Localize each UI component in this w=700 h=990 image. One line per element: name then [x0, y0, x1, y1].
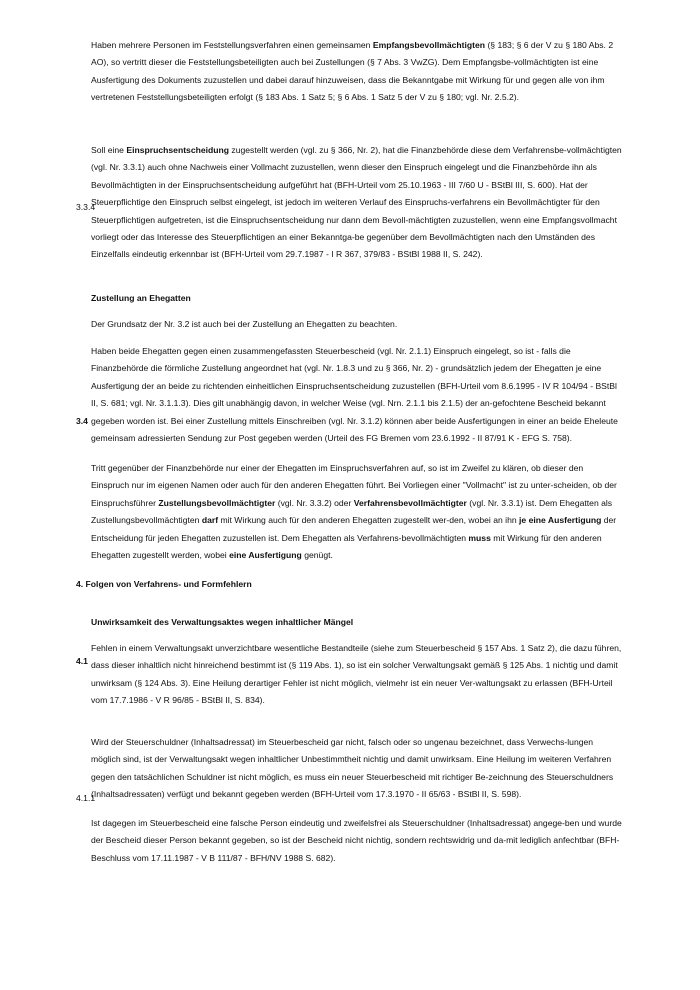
paragraph-einer-der-ehegatten: Tritt gegenüber der Finanzbehörde nur einer der Ehegatten im Einspruchsverfahren auf, so ist im Zweifel zu klären, ob dieser den Einspruch nur im eigenen Namen oder auch für den anderen Ehegatten führt. Bei Vorliegen einer "Vollmacht" ist zu unter-scheiden, ob der Einspruchsführer Zustellungsbevollmächtigter (vgl. Nr. 3.3.2) oder Verfahrensbevollmächtigter (vgl. Nr. 3.3.1) ist. Dem Ehegatten als Zustellungsbevollmächtigten darf mit Wirkung auch für den anderen Ehegatten zugestellt wer-den, wobei an ihn je eine Ausfertigung der Entscheidung für jeden Ehegatten zuzustellen ist. Dem Ehegatten als Verfahrens-bevollmächtigten muss mit Wirkung für den anderen Ehegatten zugestellt werden, wobei eine Ausfertigung genügt.	[91, 463, 617, 561]
section-number-4-1-1: 4.1.1	[76, 793, 96, 803]
paragraph-beide-ehegatten: Haben beide Ehegatten gegen einen zusammengefassten Steuerbescheid (vgl. Nr. 2.1.1) Einspruch eingelegt, so ist - falls die Finanzbehörde die förmliche Zustellung angeordnet hat (vgl. Nr. 1.8.3 und zu § 366, Nr. 2) - grundsätzlich jedem der Ehegatten je eine Ausfertigung der an beide zu richtenden einheitlichen Einspruchsentscheidung zuzustellen (BFH-Urteil vom 8.6.1995 - IV R 104/94 - BStBl II, S. 681; vgl. Nr. 3.1.1.3). Dies gilt unabhängig davon, in welcher Weise (vgl. Nrn. 2.1.1 bis 2.1.5) der an-gefochtene Bescheid bekannt gegeben worden ist. Bei einer Zustellung mittels Einschreiben (vgl. Nr. 3.1.2) können aber beide Ausfertigungen in einer an beide Eheleute gemeinsam adressierten Sendung zur Post gegeben werden (Urteil des FG Bremen vom 23.6.1992 - II 87/91 K - EFG S. 758).	[91, 346, 618, 444]
heading-folgen-von-fehlern: 4. Folgen von Verfahrens- und Formfehlern	[76, 579, 252, 589]
paragraph-grundsatz: Der Grundsatz der Nr. 3.2 ist auch bei der Zustellung an Ehegatten zu beachten.	[91, 319, 398, 329]
paragraph-empfangsbevollmaechtigter: Haben mehrere Personen im Feststellungsverfahren einen gemeinsamen Empfangsbevollmächtigten (§ 183; § 6 der V zu § 180 Abs. 2 AO), so vertritt dieser die Feststellungsbeteiligten auch bei Zustellungen (§ 7 Abs. 3 VwZG). Dem Empfangsbe-vollmächtigten ist eine Ausfertigung des Dokuments zuzustellen und dabei darauf hinzuweisen, dass die Bekanntgabe mit Wirkung für und gegen alle von ihm vertretenen Feststellungsbeteiligten erfolgt (§ 183 Abs. 1 Satz 5; § 6 Abs. 1 Satz 5 der V zu § 180; vgl. Nr. 2.5.2).	[91, 40, 614, 103]
paragraph-falsche-person: Ist dagegen im Steuerbescheid eine falsche Person eindeutig und zweifelsfrei als Steuerschuldner (Inhaltsadressat) angege-ben und wurde der Bescheid dieser Person bekannt gegeben, so ist der Bescheid nicht nichtig, sondern rechtswidrig und da-mit lediglich anfechtbar (BFH-Beschluss vom 17.11.1987 - V B 111/87 - BFH/NV 1988 S. 682).	[91, 818, 622, 863]
paragraph-steuerschuldner-falsch: Wird der Steuerschuldner (Inhaltsadressat) im Steuerbescheid gar nicht, falsch oder so ungenau bezeichnet, dass Verwechs-lungen möglich sind, ist der Verwaltungsakt wegen inhaltlicher Unbestimmtheit nichtig und damit unwirksam. Eine Heilung im weiteren Verfahren gegen den tatsächlichen Schuldner ist nicht möglich, es muss ein neuer Steuerbescheid mit richtiger Be-zeichnung des Steuerschuldners (Inhaltsadressaten) verfügt und bekannt gegeben werden (BFH-Urteil vom 17.3.1970 - II 65/63 - BStBl II, S. 598).	[91, 737, 614, 800]
section-number-3-3-4: 3.3.4	[76, 202, 96, 212]
paragraph-fehlende-bestandteile: Fehlen in einem Verwaltungsakt unverzichtbare wesentliche Bestandteile (siehe zum Steuerbescheid § 157 Abs. 1 Satz 2), die dazu führen, dass dieser inhaltlich nicht hinreichend bestimmt ist (§ 119 Abs. 1), so ist ein solcher Verwaltungsakt gemäß § 125 Abs. 1 nichtig und damit unwirksam (§ 124 Abs. 3). Eine Heilung derartiger Fehler ist nicht möglich, vielmehr ist ein neuer Ver-waltungsakt zu erlassen (BFH-Urteil vom 17.7.1986 - V R 96/85 - BStBl II, S. 834).	[91, 643, 622, 706]
heading-zustellung-an-ehegatten: Zustellung an Ehegatten	[91, 293, 191, 303]
section-number-4-1: 4.1	[76, 656, 88, 666]
section-number-3-4: 3.4	[76, 416, 88, 426]
heading-unwirksamkeit: Unwirksamkeit des Verwaltungsaktes wegen inhaltlicher Mängel	[91, 617, 354, 627]
paragraph-einspruchsentscheidung: Soll eine Einspruchsentscheidung zugestellt werden (vgl. zu § 366, Nr. 2), hat die Finanzbehörde diese dem Verfahrensbe-vollmächtigten (vgl. Nr. 3.3.1) auch ohne Nachweis einer Vollmacht zuzustellen, wenn dieser den Einspruch eingelegt und die Finanzbehörde ihn als Bevollmächtigten in der Einspruchsentscheidung aufgeführt hat (BFH-Urteil vom 25.10.1963 - III 7/60 U - BStBl III, S. 600). Hat der Steuerpflichtige den Einspruch selbst eingelegt, ist jedoch im weiteren Verlauf des Einspruchs-verfahrens ein Bevollmächtigter für den Steuerpflichtigen aufgetreten, ist die Einspruchsentscheidung nur dann dem Bevoll-mächtigten zuzustellen, wenn eine Empfangsvollmacht vorliegt oder das Interesse des Steuerpflichtigen an einer Bekanntga-be gegenüber dem Bevollmächtigten nach den Umständen des Einzelfalls eindeutig erkennbar ist (BFH-Urteil vom 29.7.1987 - I R 367, 379/83 - BStBl 1988 II, S. 242).	[91, 145, 622, 260]
